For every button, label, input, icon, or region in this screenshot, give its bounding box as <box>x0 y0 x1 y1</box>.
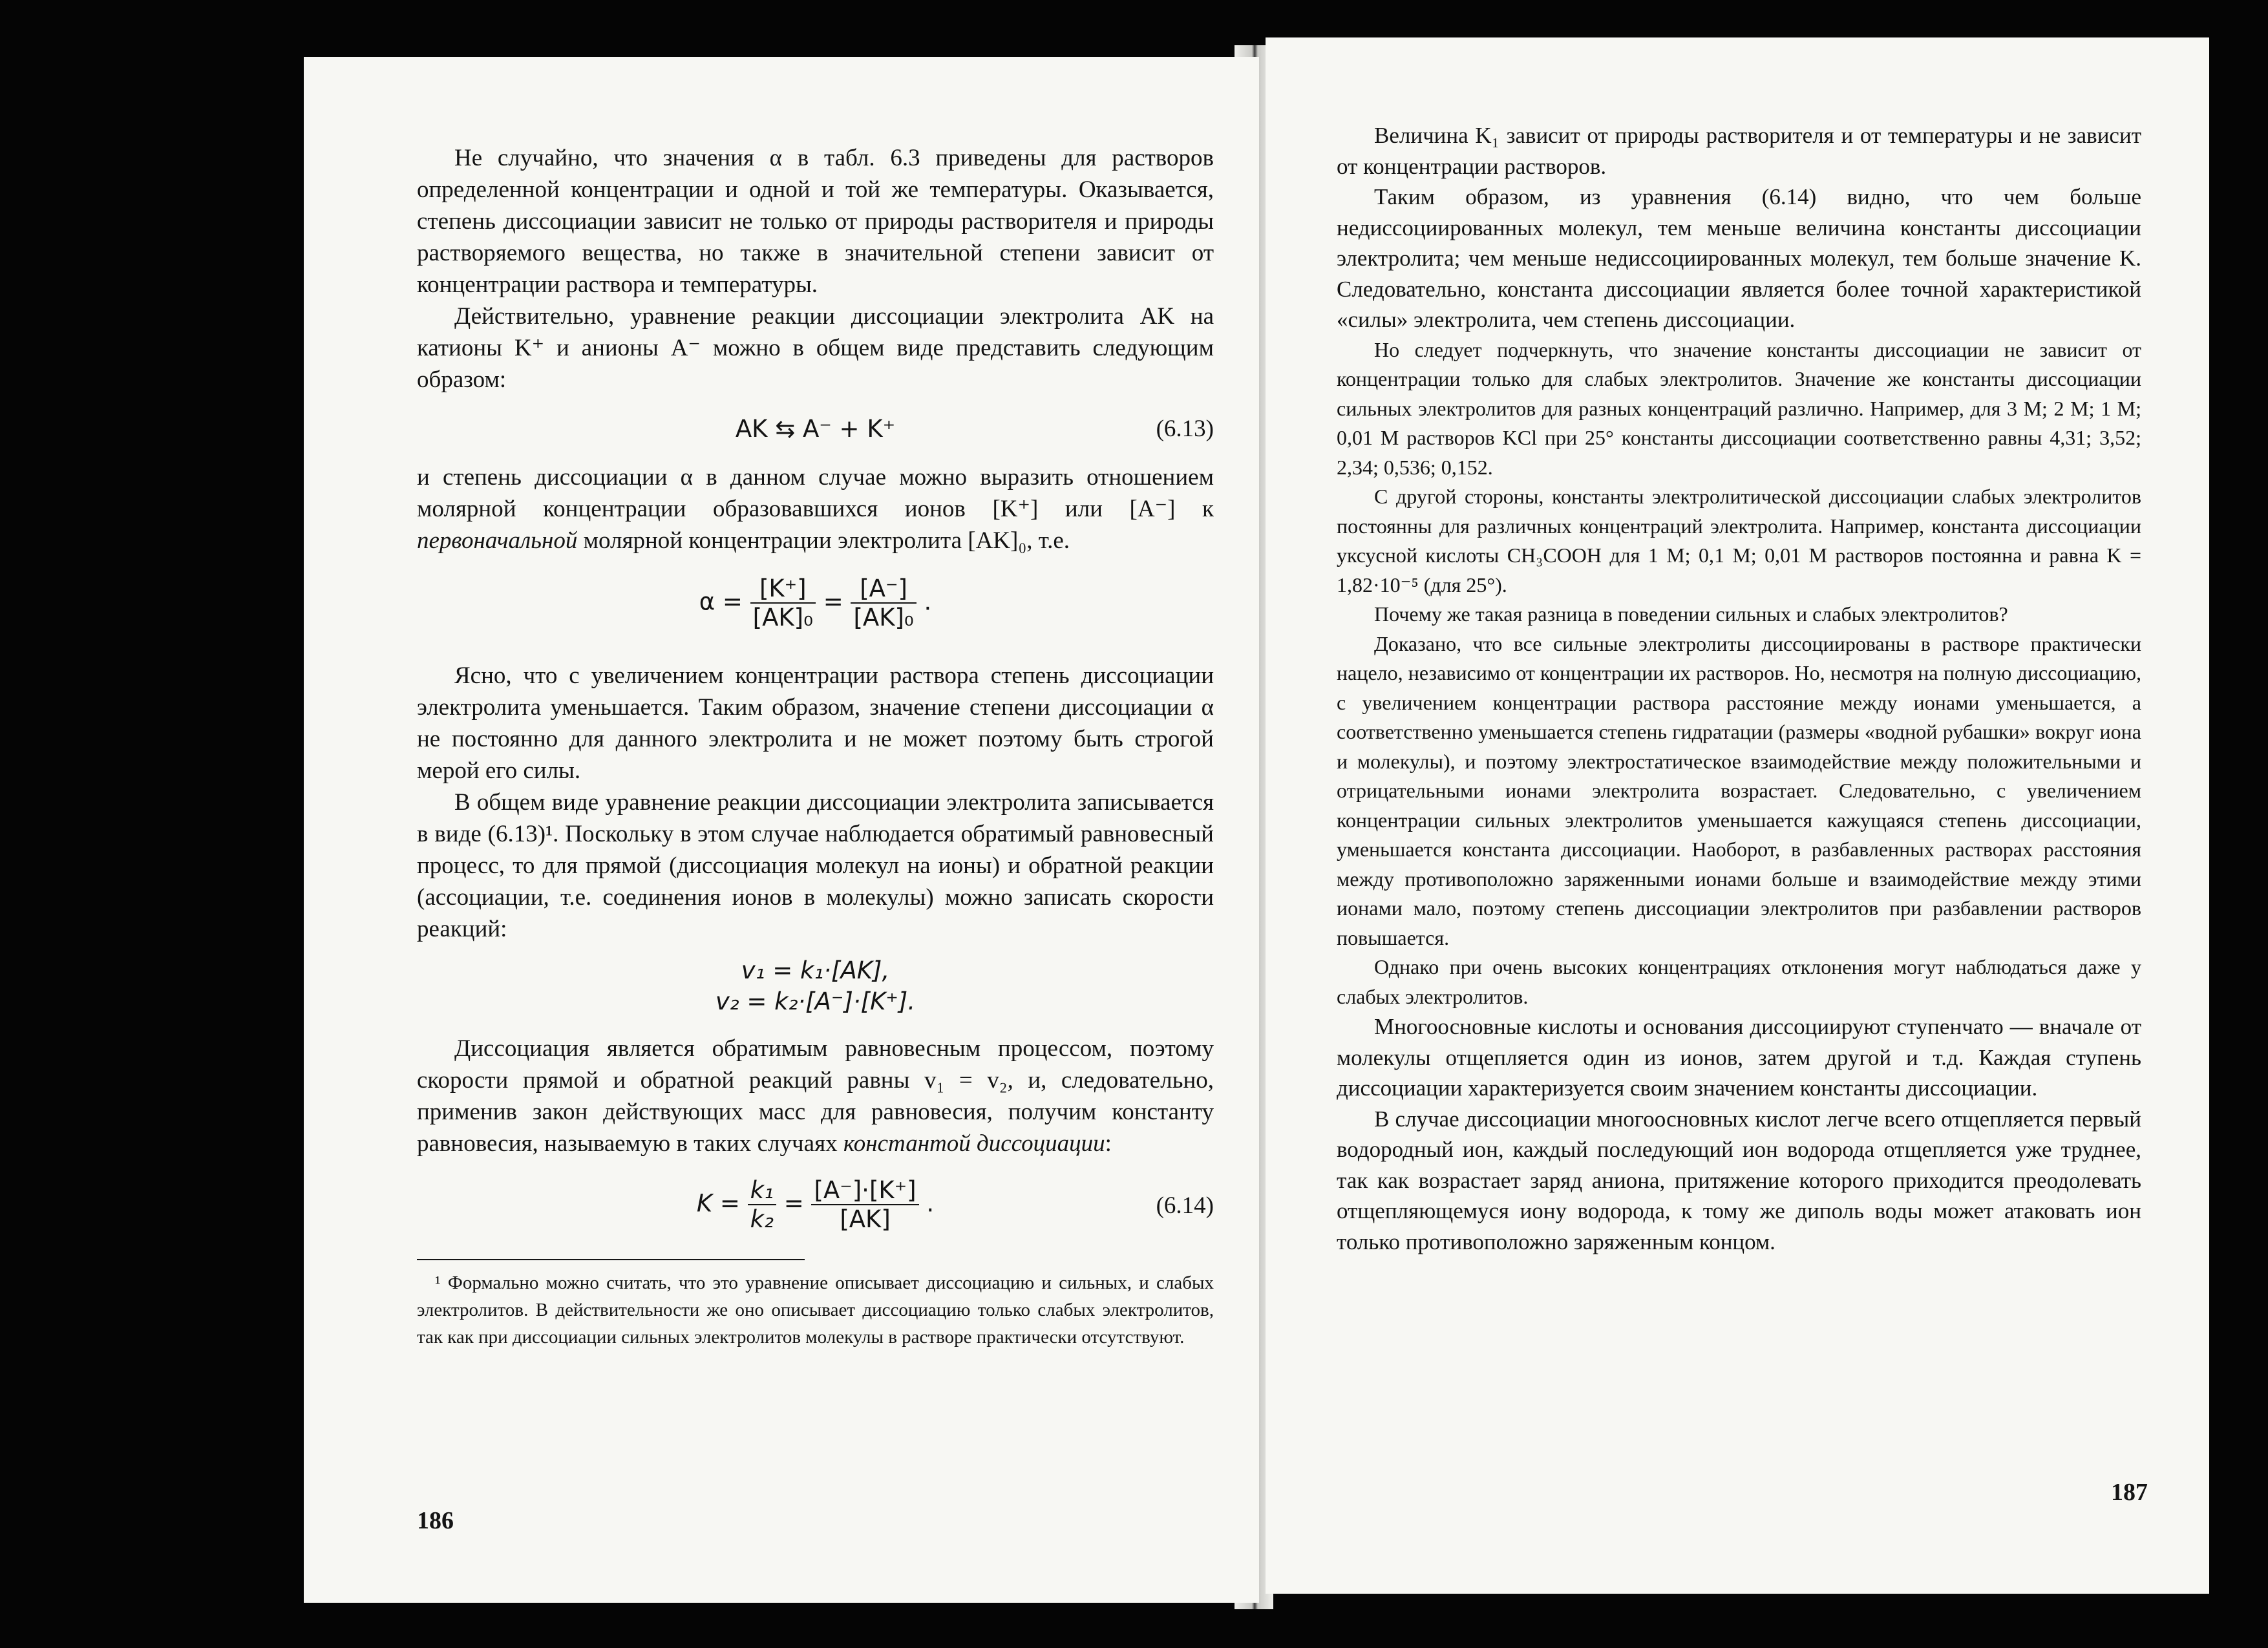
rate-equation-1: v₁ = k₁·[AK], <box>741 956 890 984</box>
k-fraction-2 <box>811 1176 918 1233</box>
equation-6-13-body: AK ⇆ A⁻ + K⁺ <box>735 415 896 443</box>
left-paragraph-3-italic: первоначальной <box>417 527 578 554</box>
right-paragraph-9: В случае диссоциации многоосновных кислот легче всего отщепляется первый водородный ион, каждый последующий ион водорода отщепляется уже труднее, так как возрастает заряд аниона, притяжение которого приходится преодолевать отщепляющемуся иону водорода, к тому же диполь воды может атаковать ион только противоположно заряженным концом. <box>1337 1106 2141 1254</box>
footnote: ¹ Формально можно считать, что это уравнение описывает диссоциацию и сильных, и слабых электролитов. В действительности же оно описывает диссоциацию только слабых электролитов, так как при диссоциации сильных электролитов молекулы в растворе практически отсутствуют. <box>417 1273 1214 1347</box>
k-numerator-1: k₁ <box>748 1176 776 1205</box>
right-paragraph-6: Доказано, что все сильные электролиты диссоциированы в растворе практически нацело, независимо от концентрации их растворов. Но, несмотря на полную диссоциацию, с увеличением концентрации раствора расстояние между ионами уменьшается, а соответственно уменьшается степень гидратации (размеры «водной рубашки» вокруг иона и молекулы), и поэтому электростатическое взаимодействие между положительными и отрицательными ионами электролита возрастает. Следовательно, с увеличением концентрации сильных электролитов уменьшается кажущаяся степень диссоциации, уменьшается константа диссоциации. Наоборот, в разбавленных растворах расстояния между противоположно заряженными ионами больше и взаимодействие между этими ионами мало, поэтому степень диссоциации электролитов при разбавлении растворов повышается. <box>1337 631 2141 949</box>
rate-equations <box>417 955 1214 1017</box>
alpha-end: . <box>924 587 932 616</box>
right-paragraph-7: Однако при очень высоких концентрациях отклонения могут наблюдаться даже у слабых электролитов. <box>1337 955 2141 1008</box>
left-paragraph-6-text: Диссоциация является обратимым равновесным процессом, поэтому скорости прямой и обратной реакций равны v₁ = v₂, и, следовательно, применив закон действующих масс для равновесия, получим константу равновесия, называемую в таких случаях <box>417 1035 1214 1157</box>
left-paragraph-1: Не случайно, что значения α в табл. 6.3 приведены для растворов определенной концентрации и одной и той же температуры. Оказывается, степень диссоциации зависит не только от природы растворителя и природы растворяемого вещества, но также в значительной степени зависит от концентрации раствора и температуры. <box>417 145 1214 298</box>
alpha-numerator-2: [A⁻] <box>851 575 916 604</box>
page-number-left: 186 <box>417 1507 454 1534</box>
left-paragraph-6 <box>417 1033 1214 1159</box>
right-paragraph-2: Таким образом, из уравнения (6.14) видно, что чем больше недиссоциированных молекул, тем меньше величина константы диссоциации электролита; чем меньше недиссоциированных молекул, тем больше значение K. Следовательно, константа диссоциации является более точной характеристикой «силы» электролита, чем степень диссоциации. <box>1337 184 2141 332</box>
left-paragraph-2: Действительно, уравнение реакции диссоциации электролита AK на катионы K⁺ и анионы A⁻ можно в общем виде представить следующим образом: <box>417 303 1214 393</box>
k-fraction-1 <box>748 1176 776 1233</box>
equation-6-14-number: (6.14) <box>1156 1192 1214 1219</box>
equation-6-13-number: (6.13) <box>1156 416 1214 442</box>
left-paragraph-6-end: : <box>1105 1130 1112 1157</box>
alpha-fraction-1 <box>750 575 816 631</box>
page-number-right: 187 <box>2111 1479 2148 1506</box>
k-denominator-2: [AK] <box>840 1205 891 1233</box>
equation-6-14 <box>417 1176 1214 1233</box>
left-paragraph-3-end: молярной концентрации электролита [AK]₀, т.е. <box>583 527 1070 554</box>
alpha-denominator-2: [AK]₀ <box>853 604 914 631</box>
alpha-formula <box>417 575 1214 631</box>
left-paragraph-4: Ясно, что с увеличением концентрации раствора степень диссоциации электролита уменьшается. Таким образом, значение степени диссоциации α не постоянно для данного электролита и не может поэтому быть строгой мерой его силы. <box>417 662 1214 784</box>
left-page <box>304 57 1259 1603</box>
k-denominator-1: k₂ <box>750 1205 774 1233</box>
equation-6-13 <box>417 415 1214 447</box>
right-page <box>1266 37 2209 1594</box>
k-equals: = <box>783 1189 804 1218</box>
alpha-denominator-1: [AK]₀ <box>752 604 813 631</box>
right-paragraph-3: Но следует подчеркнуть, что значение константы диссоциации не зависит от концентрации только для слабых электролитов. Значение же константы диссоциации сильных электролитов для разных концентраций различно. Например, для 3 М; 2 М; 1 М; 0,01 М растворов KCl при 25° константы диссоциации соответственно равны 4,31; 3,52; 2,34; 0,536; 0,152. <box>1337 337 2141 479</box>
rate-equation-2: v₂ = k₂·[A⁻]·[K⁺]. <box>715 988 916 1015</box>
right-paragraph-1: Величина K₁ зависит от природы растворителя и от температуры и не зависит от концентрации растворов. <box>1337 123 2141 179</box>
right-paragraph-4: С другой стороны, константы электролитической диссоциации слабых электролитов постоянны для различных концентраций электролита. Например, константа диссоциации уксусной кислоты CH₃COOH для 1 М; 0,1 М; 0,01 М растворов постоянна и равна K = 1,82·10⁻⁵ (для 25°). <box>1337 485 2141 597</box>
left-paragraph-5: В общем виде уравнение реакции диссоциации электролита записывается в виде (6.13)¹. Поскольку в этом случае наблюдается обратимый равновесный процесс, то для прямой (диссоциация молекул на ионы) и обратной реакции (ассоциации, т.е. соединения ионов в молекулы) можно записать скорости реакций: <box>417 789 1214 942</box>
k-end: . <box>926 1189 935 1218</box>
right-paragraph-5: Почему же такая разница в поведении сильных и слабых электролитов? <box>1374 602 2008 626</box>
left-paragraph-3 <box>417 461 1214 556</box>
k-lhs: K = <box>696 1189 740 1218</box>
alpha-numerator-1: [K⁺] <box>750 575 816 604</box>
alpha-lhs: α = <box>699 587 743 616</box>
right-paragraph-8: Многоосновные кислоты и основания диссоциируют ступенчато — вначале от молекулы отщепляется один из ионов, затем другой и т.д. Каждая ступень диссоциации характеризуется своим значением константы диссоциации. <box>1337 1014 2141 1101</box>
left-paragraph-3-text: и степень диссоциации α в данном случае можно выразить отношением молярной концентрации образовавшихся ионов [K⁺] или [A⁻] к <box>417 464 1214 522</box>
left-paragraph-6-italic: константой диссоциации <box>843 1130 1105 1157</box>
footnote-rule <box>417 1259 805 1260</box>
alpha-fraction-2 <box>851 575 916 631</box>
alpha-equals: = <box>823 587 843 616</box>
k-numerator-2: [A⁻]·[K⁺] <box>811 1176 918 1205</box>
